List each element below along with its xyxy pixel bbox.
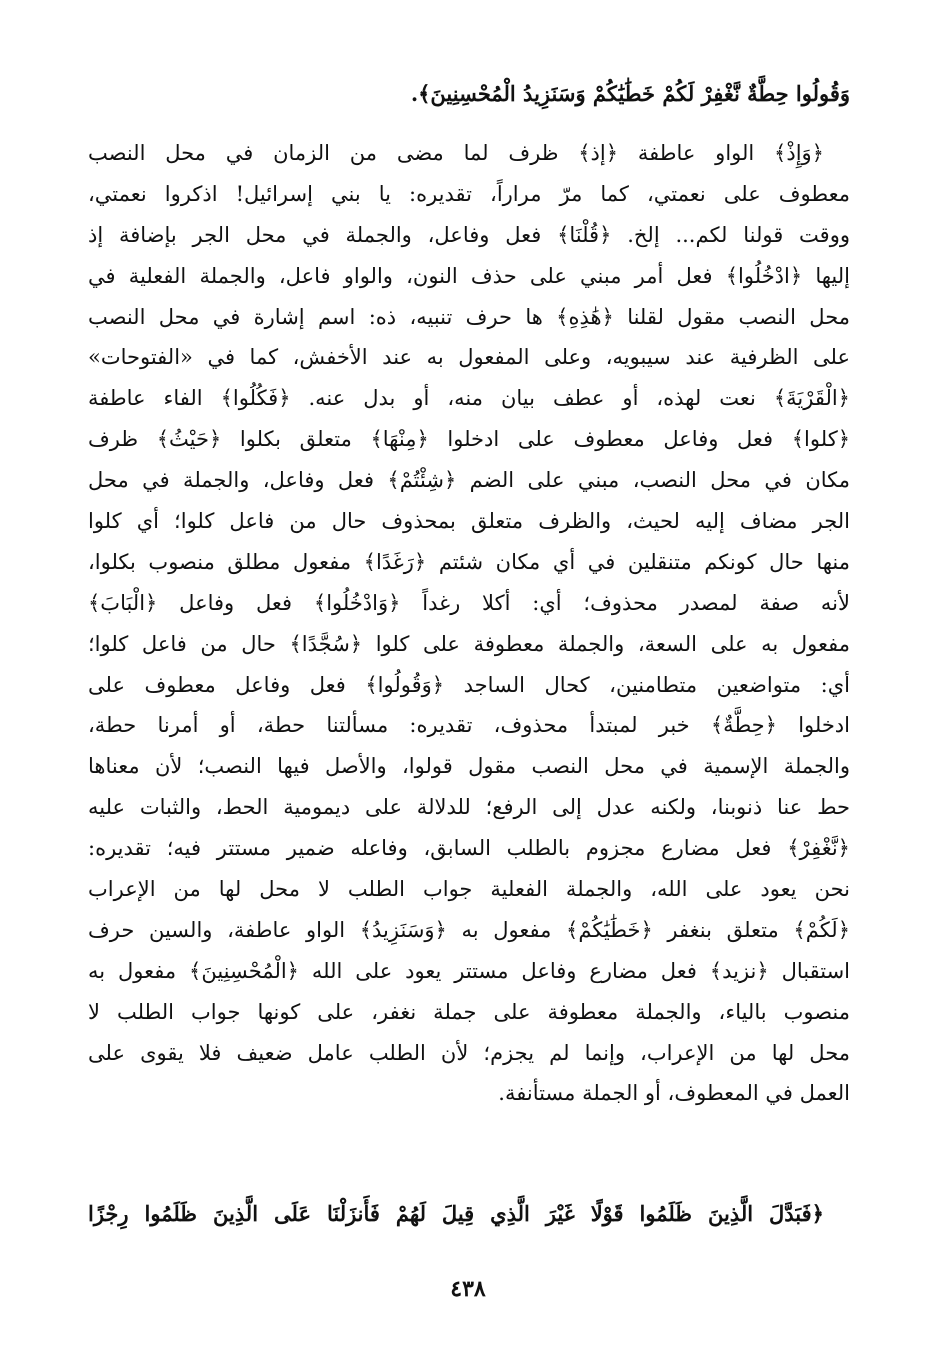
commentary-line: ﴿نَّغْفِرْ﴾ فعل مضارع مجزوم بالطلب السابق، وفاعله ضمير مستتر فيه؛ تقديره: [88,836,850,861]
commentary-paragraph [88,133,850,1114]
commentary-line: معطوف على نعمتي، كما مرّ مراراً، تقديره: يا بني إسرائيل! اذكروا نعمتي، [88,181,850,206]
commentary-line: نحن يعود على الله، والجملة الفعلية جواب الطلب لا محل لها من الإعراب [88,877,850,902]
commentary-line: العمل في المعطوف، أو الجملة مستأنفة. [498,1081,850,1106]
commentary-line: حط عنا ذنوبنا، ولكنه عدل إلى الرفع؛ للدلالة على ديمومية الحط، والثبات عليه [88,795,850,820]
commentary-line: على الظرفية عند سيبويه، وعلى المفعول به عند الأخفش، كما في «الفتوحات» [88,345,850,370]
quran-verse-top: وَقُولُوا حِطَّةٌ نَّغْفِرْ لَكُمْ خَطَٰيَٰكُمْ وَسَنَزِيدُ الْمُحْسِنِينَ﴾. [410,81,850,106]
commentary-line: منصوب بالياء، والجملة معطوفة على جملة نغفر، على كونها جواب الطلب لا [88,999,850,1024]
commentary-line: ﴿لَكُمْ﴾ متعلق بنغفر ﴿خَطَٰيَٰكُمْ﴾ مفعول به ﴿وَسَنَزِيدُ﴾ الواو عاطفة، والسين حرف [88,917,850,942]
commentary-line: ووقت قولنا لكم... إلخ. ﴿قُلْنَا﴾ فعل وفاعل، والجملة في محل الجر بإضافة إذ [88,222,850,247]
commentary-line: إليها ﴿ادْخُلُوا﴾ فعل أمر مبني على حذف النون، والواو فاعل، والجملة الفعلية في [88,263,850,288]
commentary-line: محل النصب مقول لقلنا ﴿هَٰذِهِ﴾ ها حرف تنبيه، ذه: اسم إشارة في محل النصب [88,304,850,329]
commentary-line: محل لها من الإعراب، وإنما لم يجزم؛ لأن الطلب عامل ضعيف فلا يقوى على [88,1040,850,1065]
commentary-line: منها حال كونكم متنقلين في أي مكان شئتم ﴿رَغَدًا﴾ مفعول مطلق منصوب بكلوا، [88,549,850,574]
commentary-line: ﴿الْقَرْيَةَ﴾ نعت لهذه، أو عطف بيان منه، أو بدل عنه. ﴿فَكُلُوا﴾ الفاء عاطفة [88,386,850,411]
commentary-line: ﴿وَإِذْ﴾ الواو عاطفة ﴿إذ﴾ ظرف لما مضى من الزمان في محل النصب [88,141,824,165]
page-number: ٤٣٨ [450,1276,486,1302]
commentary-line: مكان في محل النصب، مبني على الضم ﴿شِئْتُمْ﴾ فعل وفاعل، والجملة في محل [88,468,850,493]
commentary-line: لأنه صفة لمصدر محذوف؛ أي: أكلا رغداً ﴿وَادْخُلُوا﴾ فعل وفاعل ﴿الْبَابَ﴾ [88,590,850,615]
commentary-line: الجر مضاف إليه لحيث، والظرف متعلق بمحذوف حال من فاعل كلوا؛ أي كلوا [88,509,850,534]
commentary-line: أي: متواضعين متطامنين، كحال الساجد ﴿وَقُولُوا﴾ فعل وفاعل معطوف على [88,672,850,697]
quran-verse-bottom: ﴿فَبَدَّلَ الَّذِينَ ظَلَمُوا قَوْلًا غَيْرَ الَّذِي قِيلَ لَهُمْ فَأَنزَلْنَا عَلَى الَّذِينَ ظَلَمُوا رِجْزًا [88,1201,824,1226]
commentary-line: ﴿كلوا﴾ فعل وفاعل معطوف على ادخلوا ﴿مِنْهَا﴾ متعلق بكلوا ﴿حَيْثُ﴾ ظرف [88,427,850,452]
commentary-line: مفعول به على السعة، والجملة معطوفة على كلوا ﴿سُجَّدًا﴾ حال من فاعل كلوا؛ [88,631,850,656]
commentary-line: والجملة الإسمية في محل النصب مقول قولوا، والأصل فيها النصب؛ لأن معناها [88,754,850,779]
commentary-line: ادخلوا ﴿حِطَّةٌ﴾ خبر لمبتدأ محذوف، تقديره: مسألتنا حطة، أو أمرنا حطة، [88,713,850,738]
commentary-line: استقبال ﴿نزيد﴾ فعل مضارع وفاعل مستتر يعود على الله ﴿الْمُحْسِنِينَ﴾ مفعول به [88,958,850,983]
